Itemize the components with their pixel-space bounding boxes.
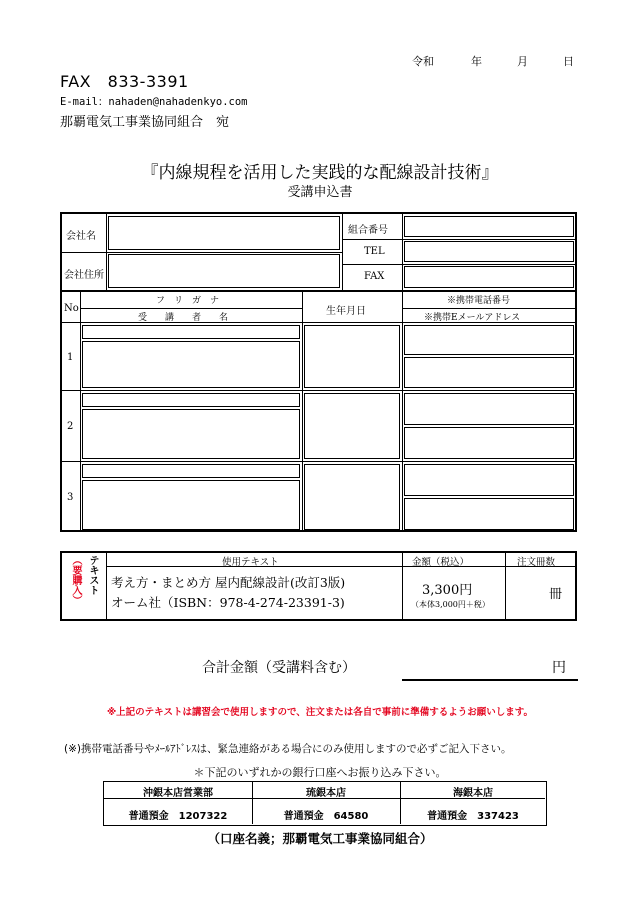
phone-input-2[interactable] <box>404 393 574 425</box>
row-number-3: 3 <box>67 492 74 503</box>
company-address-input[interactable] <box>108 254 340 288</box>
company-name-input[interactable] <box>108 216 340 250</box>
divider <box>342 214 343 290</box>
divider <box>106 553 107 619</box>
name-input-1[interactable] <box>82 341 300 388</box>
divider <box>106 566 577 567</box>
birthdate-input-2[interactable] <box>304 393 400 459</box>
furigana-input-1[interactable] <box>82 325 300 339</box>
date-day: 日 <box>563 55 574 68</box>
email-input-1[interactable] <box>404 357 574 388</box>
member-number-input[interactable] <box>404 216 574 237</box>
date-month: 月 <box>517 55 528 68</box>
textbook-side-label-1: テキスト <box>87 555 98 595</box>
bank-name-1: 沖銀本店営業部 <box>143 788 213 799</box>
divider <box>62 390 577 391</box>
col-qty-label: 注文冊数 <box>517 557 556 568</box>
name-input-3[interactable] <box>82 480 300 530</box>
fax-input[interactable] <box>404 266 574 288</box>
book-price-note: （本体3,000円＋税） <box>411 600 490 609</box>
total-amount-label: 合計金額（受講料含む） <box>202 660 356 676</box>
account-holder: （口座名義；那覇電気工事業協同組合） <box>207 831 433 846</box>
page-subtitle: 受講申込書 <box>287 185 353 200</box>
col-text-label: 使用テキスト <box>222 557 279 568</box>
bank-account-1: 普通預金 1207322 <box>128 811 228 822</box>
no-label: No <box>64 303 79 314</box>
phone-input-1[interactable] <box>404 325 574 355</box>
page-title: 『内線規程を活用した実践的な配線設計技術』 <box>141 163 499 183</box>
bank-table <box>103 781 547 826</box>
divider <box>302 292 303 532</box>
date-line <box>412 53 574 69</box>
date-year: 年 <box>471 55 482 68</box>
total-amount-input[interactable] <box>402 679 578 681</box>
bank-name-3: 海銀本店 <box>453 788 493 799</box>
book-price: 3,300円 <box>422 583 473 598</box>
member-number-label: 組合番号 <box>348 225 388 236</box>
company-address-label: 会社住所 <box>64 270 104 281</box>
date-era: 令和 <box>412 55 434 68</box>
phone-input-3[interactable] <box>404 464 574 496</box>
birthdate-input-1[interactable] <box>304 325 400 388</box>
row-number-2: 2 <box>67 421 74 432</box>
fax-label: FAX <box>364 271 385 282</box>
divider <box>62 252 342 253</box>
divider <box>62 290 577 292</box>
birthdate-input-3[interactable] <box>304 464 400 530</box>
mobile-phone-label: ※携帯電話番号 <box>447 296 511 306</box>
bank-name-2: 琉銀本店 <box>306 788 346 799</box>
email-input-2[interactable] <box>404 427 574 459</box>
textbook-notice: ※上記のテキストは講習会で使用しますので、注文または各自で事前に準備するようお願いします。 <box>106 707 534 718</box>
textbook-side-label <box>66 555 102 617</box>
bank-account-3: 普通預金 337423 <box>427 811 519 822</box>
col-price-label: 金額（税込） <box>412 557 470 568</box>
email-address: E-mail：nahaden@nahadenkyo.com <box>60 96 248 108</box>
tel-input[interactable] <box>404 241 574 262</box>
divider <box>62 461 577 462</box>
mobile-email-label: ※携帯Eメールアドレス <box>424 313 521 323</box>
tel-label: TEL <box>364 246 385 257</box>
divider <box>402 292 403 532</box>
participant-name-label: 受 講 者 名 <box>138 313 229 323</box>
quantity-unit: 冊 <box>549 587 563 602</box>
book-publisher: オーム社（ISBN：978-4-274-23391-3) <box>111 595 345 610</box>
bank-account-2: 普通預金 64580 <box>283 811 369 822</box>
quantity-input[interactable] <box>508 569 574 617</box>
divider <box>402 214 403 290</box>
divider <box>402 553 403 619</box>
row-number-1: 1 <box>67 352 74 363</box>
furigana-input-3[interactable] <box>82 464 300 478</box>
addressee: 那覇電気工事業協同組合 宛 <box>60 115 230 130</box>
company-name-label: 会社名 <box>66 231 96 242</box>
fax-number: FAX 833-3391 <box>60 72 189 91</box>
book-title: 考え方・まとめ方 屋内配線設計(改訂3版) <box>111 575 346 590</box>
divider <box>342 239 577 240</box>
textbook-side-label-2: （要購入） <box>70 555 81 605</box>
divider <box>505 553 506 619</box>
divider <box>80 308 302 309</box>
name-input-2[interactable] <box>82 409 300 459</box>
divider <box>342 264 577 265</box>
divider <box>80 292 81 532</box>
birthdate-label: 生年月日 <box>326 306 366 317</box>
phone-usage-note: (※)携帯電話番号やﾒｰﾙｱﾄﾞﾚｽは、緊急連絡がある場合にのみ使用しますので必ずご記入下さい。 <box>64 743 512 755</box>
divider <box>402 308 577 309</box>
furigana-label: フ リ ガ ナ <box>156 296 220 306</box>
application-table <box>60 212 577 532</box>
transfer-instruction: ＊下記のいずれかの銀行口座へお振り込み下さい。 <box>193 766 447 779</box>
furigana-input-2[interactable] <box>82 393 300 407</box>
total-amount-unit: 円 <box>552 660 566 676</box>
email-input-3[interactable] <box>404 498 574 530</box>
textbook-table <box>60 551 577 621</box>
